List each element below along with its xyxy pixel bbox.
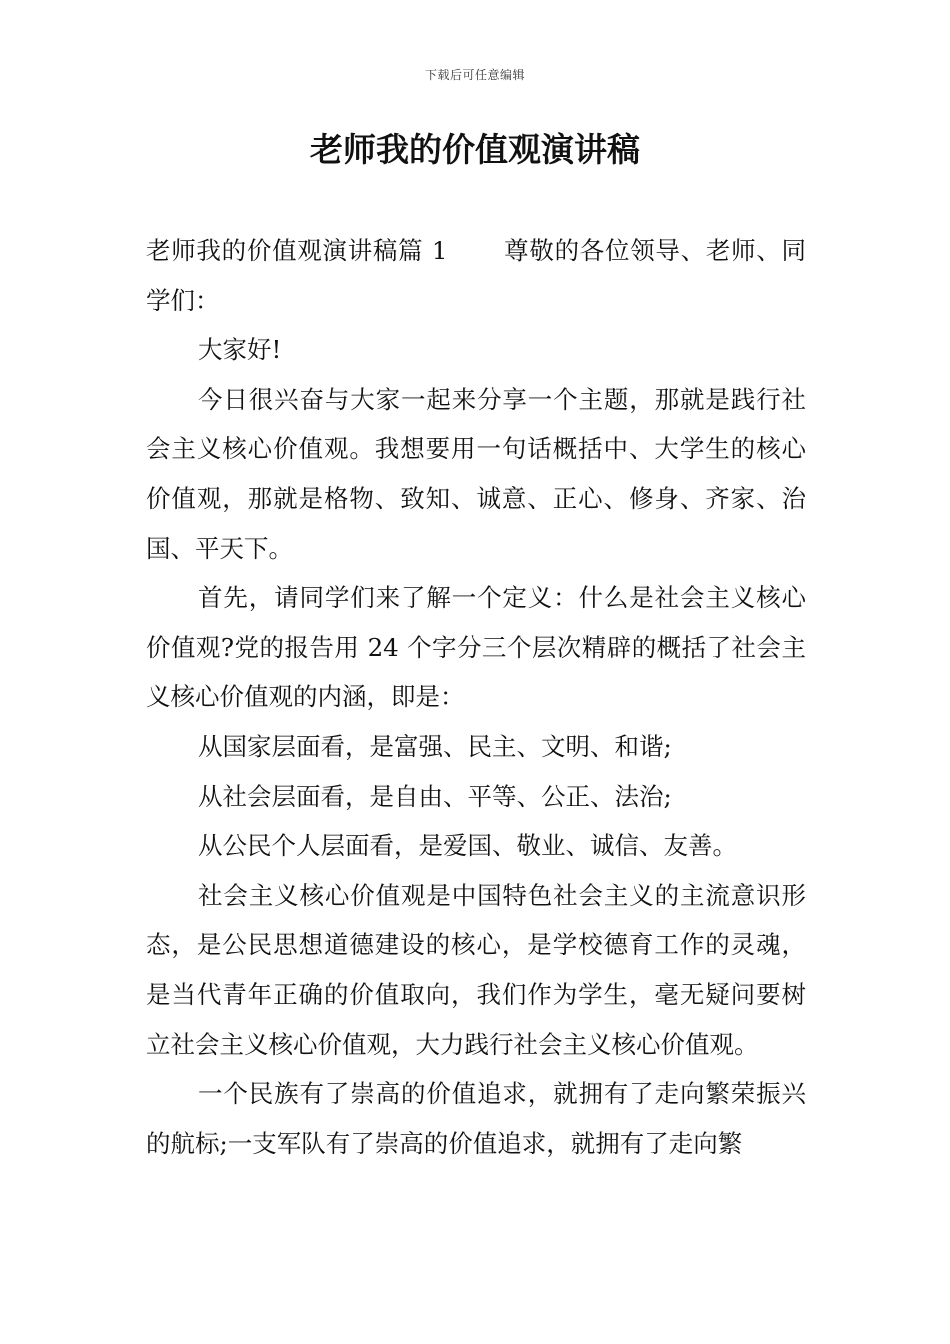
paragraph-national-level: 从国家层面看，是富强、民主、文明、和谐; (198, 731, 672, 761)
paragraph-intro: 今日很兴奋与大家一起来分享一个主题，那就是践行社会主义核心价值观。我想要用一句话概括中、大学生的核心价值观，那就是格物、致知、诚意、正心、修身、齐家、治国、平天下。 (146, 384, 806, 563)
paragraph-individual-level: 从公民个人层面看，是爱国、敬业、诚信、友善。 (198, 831, 737, 861)
paragraph-definition: 首先，请同学们来了解一个定义：什么是社会主义核心价值观?党的报告用 24 个字分三个层次精辟的概括了社会主义核心价值观的内涵，即是： (146, 583, 806, 712)
salutation: 尊敬的各位领导、老师、同学们： (146, 236, 806, 315)
document-body (146, 226, 806, 1168)
paragraph-greeting: 大家好! (198, 335, 282, 365)
heading-line-paragraph (146, 226, 806, 325)
document-title: 老师我的价值观演讲稿 (310, 130, 640, 169)
header-note: 下载后可任意编辑 (424, 68, 525, 82)
section-heading: 老师我的价值观演讲稿篇 1 (146, 236, 448, 265)
paragraph-pursuit: 一个民族有了崇高的价值追求，就拥有了走向繁荣振兴的航标;一支军队有了崇高的价值追求，就拥有了走向繁 (146, 1079, 806, 1158)
paragraph-significance: 社会主义核心价值观是中国特色社会主义的主流意识形态，是公民思想道德建设的核心，是学校德育工作的灵魂，是当代青年正确的价值取向，我们作为学生，毫无疑问要树立社会主义核心价值观，大力践行社会主义核心价值观。 (146, 880, 806, 1059)
paragraph-social-level: 从社会层面看，是自由、平等、公正、法治; (198, 781, 672, 811)
